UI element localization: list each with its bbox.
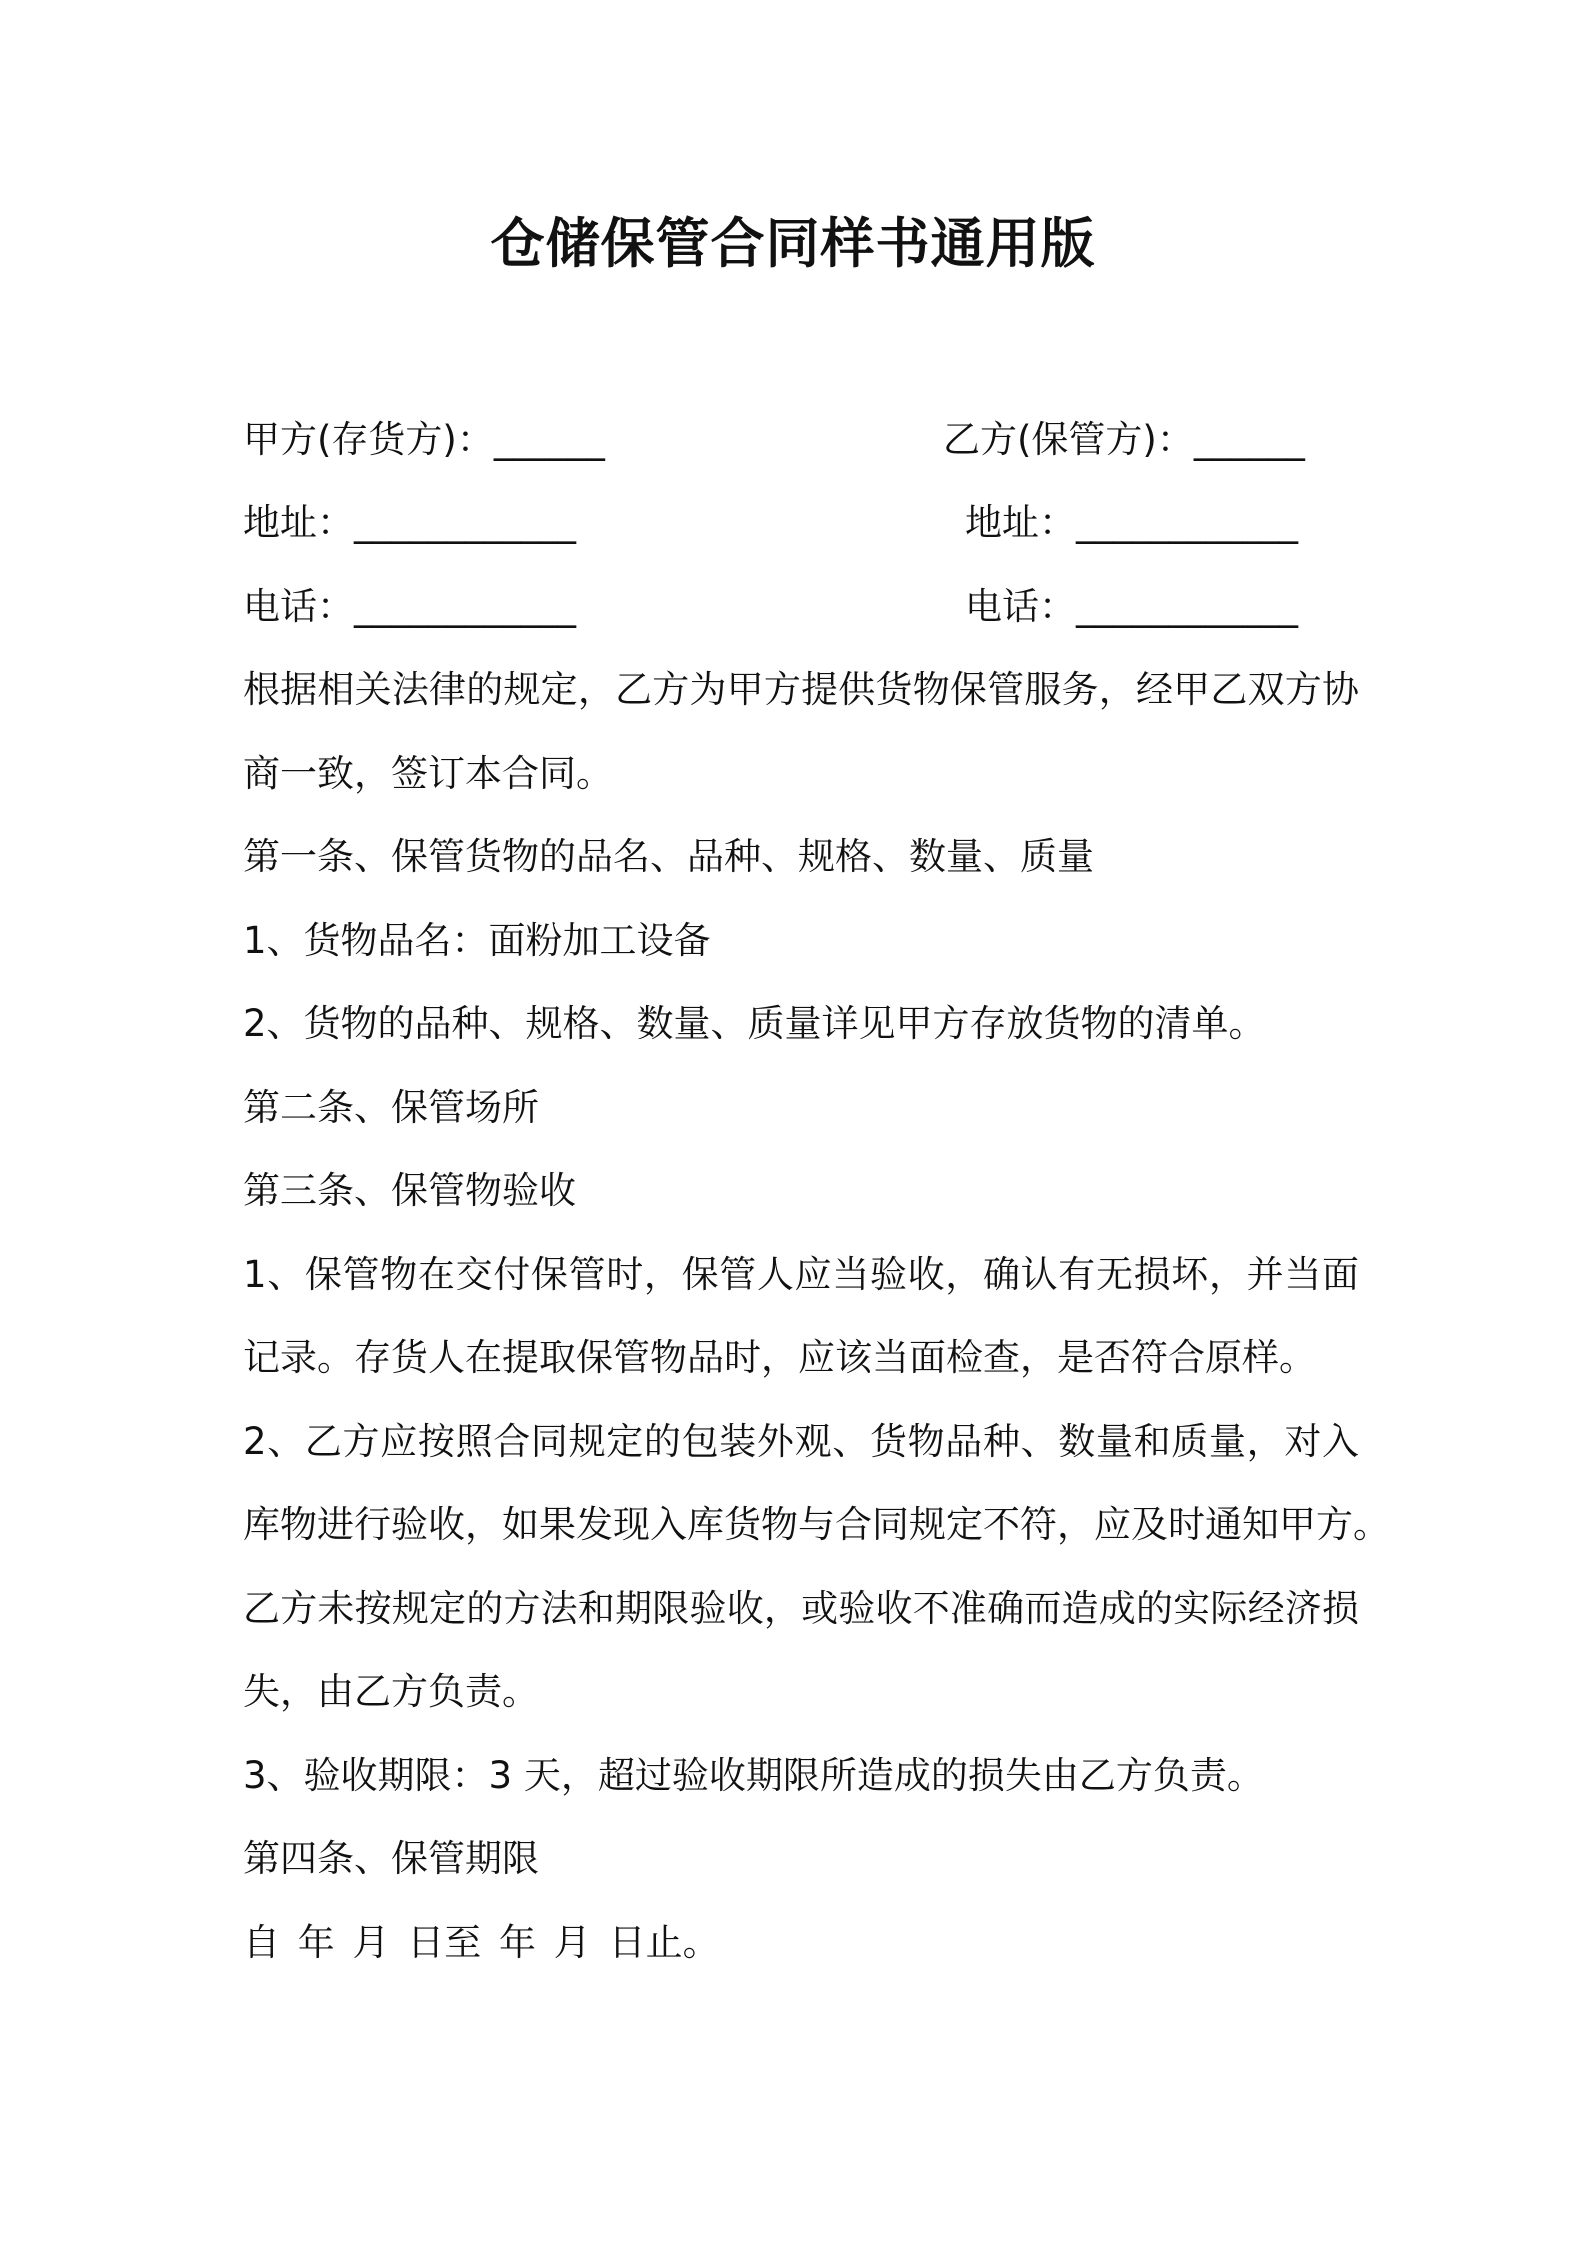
article-3-item-1-line-2: 记录。存货人在提取保管物品时，应该当面检查，是否符合原样。 (243, 1336, 1316, 1379)
party-b-address: 地址：____________ (965, 501, 1298, 544)
article-3-item-2-line-1: 2、乙方应按照合同规定的包装外观、货物品种、数量和质量，对入 (243, 1420, 1359, 1463)
preamble-line-2: 商一致，签订本合同。 (243, 752, 613, 795)
article-1-heading: 第一条、保管货物的品名、品种、规格、数量、质量 (243, 835, 1094, 878)
article-4-heading: 第四条、保管期限 (243, 1837, 539, 1880)
article-4-period: 自 年 月 日至 年 月 日止。 (243, 1921, 720, 1964)
article-1-item-1: 1、货物品名：面粉加工设备 (243, 919, 711, 962)
party-a-name: 甲方(存货方)：______ (243, 418, 605, 461)
article-3-item-2-line-3: 乙方未按规定的方法和期限验收，或验收不准确而造成的实际经济损 (243, 1587, 1359, 1630)
article-3-item-1-line-1: 1、保管物在交付保管时，保管人应当验收，确认有无损坏，并当面 (243, 1253, 1359, 1296)
party-b-name: 乙方(保管方)：______ (943, 418, 1305, 461)
preamble-line-1: 根据相关法律的规定，乙方为甲方提供货物保管服务，经甲乙双方协 (243, 668, 1359, 711)
article-3-item-2-line-2: 库物进行验收，如果发现入库货物与合同规定不符，应及时通知甲方。 (243, 1503, 1390, 1546)
party-a-address: 地址：____________ (243, 501, 576, 544)
party-a-phone: 电话：____________ (243, 585, 576, 628)
article-1-item-2: 2、货物的品种、规格、数量、质量详见甲方存放货物的清单。 (243, 1002, 1266, 1045)
article-2-heading: 第二条、保管场所 (243, 1086, 539, 1129)
article-3-heading: 第三条、保管物验收 (243, 1169, 576, 1212)
article-3-item-3: 3、验收期限：3 天，超过验收期限所造成的损失由乙方负责。 (243, 1754, 1264, 1797)
party-b-phone: 电话：____________ (965, 585, 1298, 628)
article-3-item-2-line-4: 失，由乙方负责。 (243, 1670, 539, 1713)
document-title: 仓储保管合同样书通用版 (490, 212, 1096, 275)
